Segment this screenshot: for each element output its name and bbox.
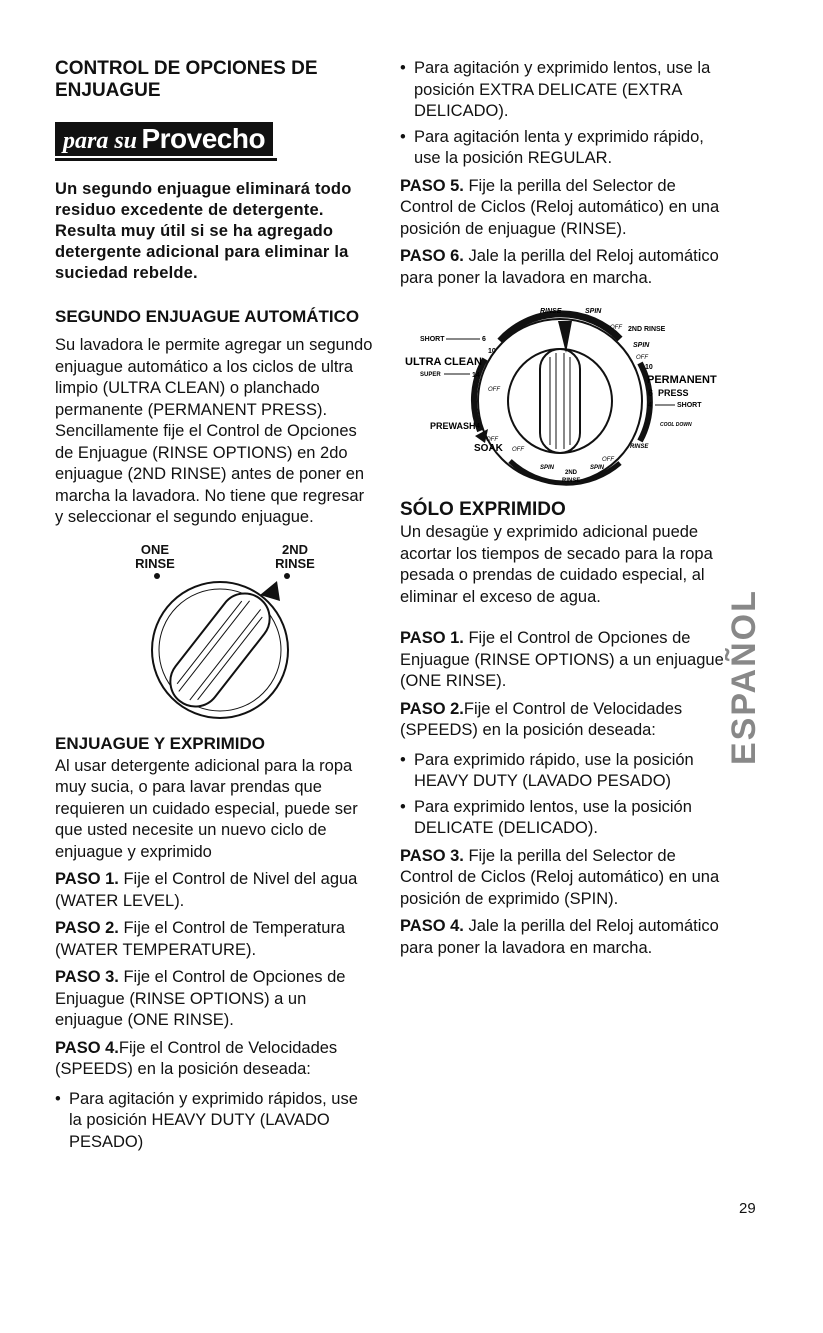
dial-spin-bottom-left: SPIN	[540, 465, 555, 471]
step-label: PASO 4.	[400, 917, 464, 935]
dial-off-left: OFF	[488, 387, 500, 393]
left-step-4	[55, 1038, 375, 1081]
step-text: Jale la perilla del Reloj automático para poner la lavadora en marcha.	[400, 247, 719, 287]
dial-off-right: OFF	[636, 355, 648, 361]
banner-italic: para su	[63, 128, 138, 154]
dial-off-top: OFF	[610, 325, 622, 331]
label-one: ONE	[140, 541, 170, 557]
auto-rinse-text: Su lavadora le permite agregar un segundo enjuague automático a los ciclos de ultra limpio (ULTRA CLEAN) o planchado permanente (PERMANENT PRESS). Sencillamente fije el Control de Opciones de Enjuague (RINSE OPTIONS) en 2do enjuague (2ND RINSE) antes de poner en marcha la lavadora. No tiene que regresar y seleccionar el segundo enjuague.	[55, 336, 373, 526]
cycle-dial-icon	[390, 301, 730, 491]
left-step-3	[55, 967, 375, 1032]
dial-fourteen: 14	[472, 372, 480, 379]
dial-soak: SOAK	[474, 443, 503, 454]
step-text: Fije el Control de Velocidades (SPEEDS) en la posición deseada:	[400, 699, 683, 739]
right-step-6	[400, 246, 730, 289]
dial-super: SUPER	[420, 372, 441, 378]
right-bullet2-1: • Para exprimido rápido, use la posición HEAVY DUTY (LAVADO PESADO)	[400, 750, 730, 793]
right-bullet2-2: • Para exprimido lentos, use la posición DELICATE (DELICADO).	[400, 797, 730, 840]
banner-bold: Provecho	[141, 123, 266, 154]
step-label: PASO 3.	[55, 968, 119, 986]
step-text: Fije el Control de Temperatura (WATER TEMPERATURE).	[55, 919, 346, 959]
right-step2-1	[400, 628, 730, 693]
step-label: PASO 4.	[55, 1038, 119, 1057]
step-text: Jale la perilla del Reloj automático para poner la lavadora en marcha.	[400, 917, 719, 957]
step-label: PASO 6.	[400, 247, 464, 265]
dial-six-right: 6	[648, 388, 654, 398]
step-label: PASO 5.	[400, 176, 464, 195]
rinse-spin-text: Al usar detergente adicional para la ropa muy sucia, o para lavar prendas que requieren un cuidado especial, puede ser que usted necesite un nuevo ciclo de enjuague y exprimido	[55, 756, 358, 861]
dial-spin-right: SPIN	[633, 342, 650, 349]
language-side-tab: ESPAÑOL	[725, 589, 763, 765]
step-text: Fije la perilla del Selector de Control de Ciclos (Reloj automático) en una posición de enjuague (RINSE).	[400, 176, 720, 238]
step-label: PASO 1.	[400, 629, 464, 647]
dial-prewash: PREWASH	[430, 421, 476, 431]
dial-spin-top: SPIN	[585, 308, 602, 315]
label-2nd: 2ND	[281, 541, 308, 557]
label-rinse-right: RINSE	[275, 555, 315, 571]
left-step-2	[55, 918, 375, 961]
dial-press: PRESS	[658, 388, 689, 398]
banner-rule	[55, 158, 277, 161]
dial-off-bottom: OFF	[512, 447, 524, 453]
para-su-provecho-banner	[55, 122, 273, 156]
dial-rinse-bottom: RINSE	[630, 444, 649, 450]
rinse-spin-title: ENJUAGUE Y EXPRIMIDO	[55, 733, 266, 753]
left-step-1	[55, 869, 375, 912]
left-bullet-1: • Para agitación y exprimido rápidos, use la posición HEAVY DUTY (LAVADO PESADO)	[55, 1089, 375, 1154]
dial-short: SHORT	[420, 336, 445, 343]
spin-only-title: SÓLO EXPRIMIDO	[400, 499, 566, 520]
dial-permanent: PERMANENT	[647, 374, 717, 386]
step-label: PASO 3.	[400, 846, 464, 865]
dial-ten-right: 10	[645, 364, 653, 371]
right-step3-2	[400, 916, 730, 959]
dial-rinse-top: RINSE	[540, 308, 562, 315]
rinse-knob-icon	[55, 543, 375, 721]
dial-off-bottom-2: OFF	[602, 457, 614, 463]
right-bullet-2: • Para agitación lenta y exprimido rápido, use la posición REGULAR.	[400, 127, 730, 170]
callout-text: Un segundo enjuague eliminará todo residuo excedente de detergente. Resulta muy útil si se ha agregado detergente adicional para eliminar la suciedad rebelde.	[55, 180, 352, 282]
left-column	[55, 58, 375, 1153]
dial-spin-bottom-right: SPIN	[590, 465, 605, 471]
step-label: PASO 1.	[55, 870, 119, 888]
dial-cool-down: COOL DOWN	[660, 422, 692, 428]
step-label: PASO 2.	[55, 919, 119, 937]
right-column	[400, 58, 730, 959]
section-title-rinse-options: CONTROL DE OPCIONES DE ENJUAGUE	[55, 58, 318, 101]
dial-off-prewash: OFF	[486, 437, 498, 443]
dial-2nd-rinse: 2ND RINSE	[628, 326, 666, 333]
dial-four-right: 4	[648, 402, 652, 409]
step-text: Fije la perilla del Selector de Control de Ciclos (Reloj automático) en una posición de exprimido (SPIN).	[400, 846, 720, 908]
dial-rinse-bottom-2: RINSE	[562, 478, 581, 484]
right-bullet-1: • Para agitación y exprimido lentos, use la posición EXTRA DELICATE (EXTRA DELICADO).	[400, 58, 730, 123]
spin-only-text: Un desagüe y exprimido adicional puede acortar los tiempos de secado para la ropa pesada o prendas de cuidado especial, al eliminar el exceso de agua.	[400, 523, 713, 606]
step-text: Fije el Control de Opciones de Enjuague (RINSE OPTIONS) a un enjuague (ONE RINSE).	[400, 629, 724, 690]
dial-2nd-bottom: 2ND	[565, 470, 578, 476]
dial-six: 6	[482, 336, 486, 343]
rinse-options-knob-figure	[55, 543, 375, 721]
right-step-5	[400, 176, 730, 241]
step-text: Fije el Control de Velocidades (SPEEDS) en la posición deseada:	[55, 1038, 338, 1078]
dial-short-right: SHORT	[677, 402, 702, 409]
step-text: Fije el Control de Nivel del agua (WATER LEVEL).	[55, 870, 358, 910]
auto-rinse-title: SEGUNDO ENJUAGUE AUTOMÁTICO	[55, 307, 360, 326]
step-text: Fije el Control de Opciones de Enjuague (RINSE OPTIONS) a un enjuague (ONE RINSE).	[55, 968, 346, 1029]
dial-ten: 10	[488, 348, 496, 355]
right-step3-1	[400, 846, 730, 911]
dial-ultra-clean: ULTRA CLEAN	[405, 356, 482, 368]
page-number: 29	[739, 1200, 756, 1217]
label-rinse-left: RINSE	[135, 555, 175, 571]
dial-four-left: 4	[476, 423, 480, 430]
step-label: PASO 2.	[400, 699, 464, 718]
right-step2-2	[400, 699, 730, 742]
